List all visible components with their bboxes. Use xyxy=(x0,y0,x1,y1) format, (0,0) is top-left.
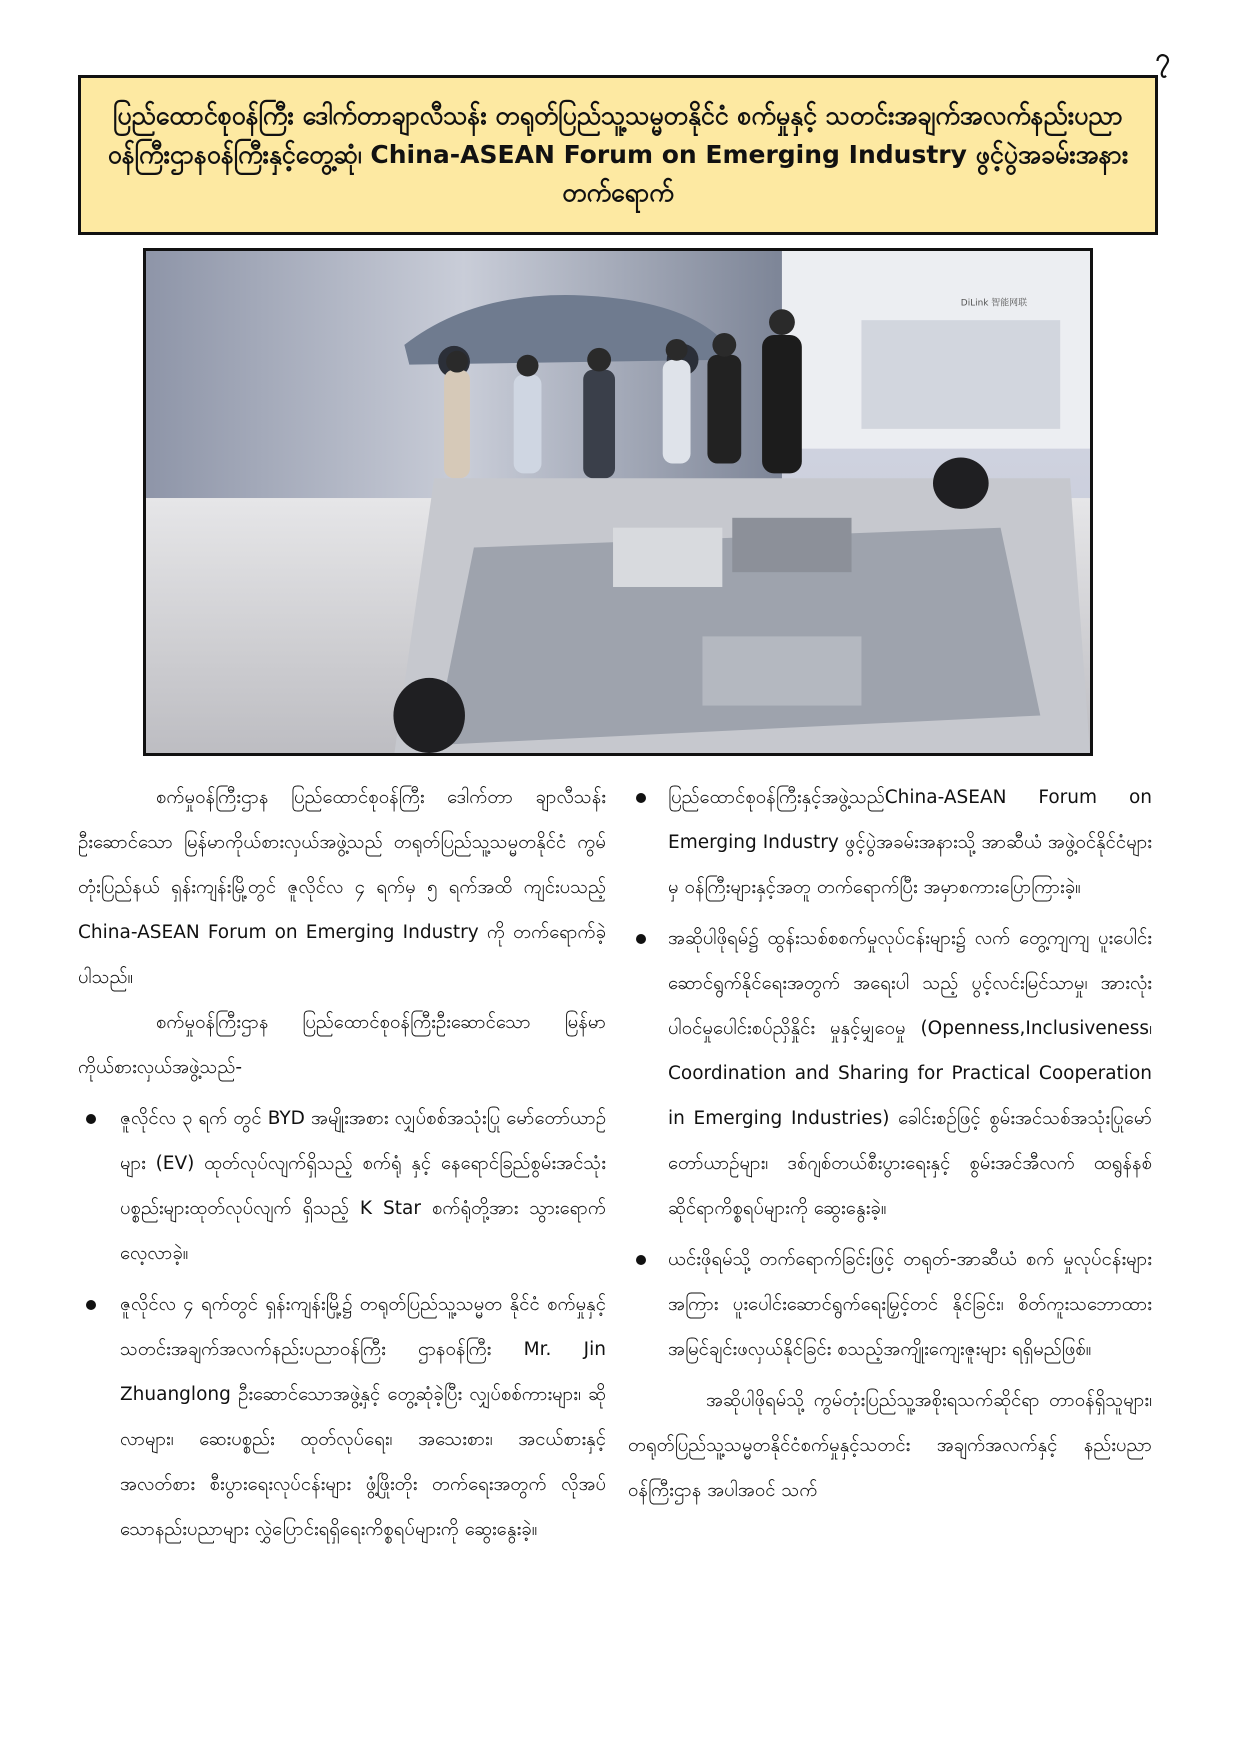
list-item: ယင်းဖိုရမ်သို့ တက်ရောက်ခြင်းဖြင့် တရုတ်-အာဆီယံ စက် မှုလုပ်ငန်းများအကြား ပူးပေါင်းဆောင်ရွက်ရေးမြှင့်တင် နိုင်ခြင်း၊ စိတ်ကူးသဘောထား အမြင်ချင်းဖလှယ်နိုင်ခြင်း စသည့်အကျိုးကျေးဇူးများ ရရှိမည်ဖြစ်။ xyxy=(628,1237,1152,1372)
page-number: ၇ xyxy=(1155,43,1170,73)
bullet-icon xyxy=(86,1300,96,1310)
list-item: ဇူလိုင်လ ၃ ရက် တွင် BYD အမျိုးအစား လျှပ်စစ်အသုံးပြု မော်တော်ယာဉ်များ (EV) ထုတ်လုပ်လျက်ရှိသည့် စက်ရုံ နှင့် နေရောင်ခြည်စွမ်းအင်သုံးပစ္စည်းများထုတ်လုပ်လျက် ရှိသည့် K Star စက်ရုံတို့အား သွားရောက်လေ့လာခဲ့။ xyxy=(78,1096,606,1276)
headline: ပြည်ထောင်စုဝန်ကြီး ဒေါက်တာချာလီသန်း တရုတ်ပြည်သူ့သမ္မတနိုင်ငံ စက်မှုနှင့် သတင်းအချက်အလက်နည်းပညာဝန်ကြီးဌာနဝန်ကြီးနှင့်တွေ့ဆုံ၊ China-ASEAN Forum on Emerging Industry ဖွင့်ပွဲအခမ်းအနား တက်ရောက် xyxy=(107,100,1129,208)
wheel xyxy=(393,678,465,753)
photo-illustration xyxy=(146,251,1090,753)
lead-paragraph: စက်မှုဝန်ကြီးဌာန ပြည်ထောင်စုဝန်ကြီးဦးဆောင်သော မြန်မာကိုယ်စားလှယ်အဖွဲ့သည်- xyxy=(78,1012,606,1078)
bullet-icon xyxy=(86,1114,96,1124)
right-column xyxy=(628,775,1152,1513)
screen-sign: DiLink 智能网联 xyxy=(960,298,1028,309)
bullet-icon xyxy=(636,793,646,803)
list-item: အဆိုပါဖိုရမ်၌ ထွန်းသစ်စစက်မှုလုပ်ငန်းများ၌ လက် တွေ့ကျကျ ပူးပေါင်းဆောင်ရွက်နိုင်ရေးအတွက် အရေးပါ သည့် ပွင့်လင်းမြင်သာမှု၊ အားလုံးပါဝင်မှုပေါင်းစပ်ညှိနှိုင်း မှုနှင့်မျှဝေမှု (Openness,Inclusiveness၊ Coordination and Sharing for Practical Cooperation in Emerging Industries) ခေါင်းစဉ်ဖြင့် စွမ်းအင်သစ်အသုံးပြုမော် တော်ယာဉ်များ၊ ဒစ်ဂျစ်တယ်စီးပွားရေးနှင့် စွမ်းအင်အီလက် ထရွန်နစ်ဆိုင်ရာကိစ္စရပ်များကို ဆွေးနွေးခဲ့။ xyxy=(628,916,1152,1231)
bullet-icon xyxy=(636,934,646,944)
left-column xyxy=(78,775,606,1558)
list-item: ဇူလိုင်လ ၄ ရက်တွင် ရှန်းကျန်းမြို့၌ တရုတ်ပြည်သူ့သမ္မတ နိုင်ငံ စက်မှုနှင့်သတင်းအချက်အလက်နည်းပညာဝန်ကြီး ဌာနဝန်ကြီး Mr. Jin Zhuanglong ဦးဆောင်သောအဖွဲ့နှင့် တွေ့ဆုံခဲ့ပြီး လျှပ်စစ်ကားများ၊ ဆိုလာများ၊ ဆေးပစ္စည်း ထုတ်လုပ်ရေး၊ အသေးစား၊ အငယ်စားနှင့် အလတ်စား စီးပွားရေးလုပ်ငန်းများ ဖွံ့ဖြိုးတိုး တက်ရေးအတွက် လိုအပ် သောနည်းပညာများ လွှဲပြောင်းရရှိရေးကိစ္စရပ်များကို ဆွေးနွေးခဲ့။ xyxy=(78,1282,606,1552)
left-bullet-list xyxy=(78,1096,606,1552)
wheel xyxy=(933,458,989,509)
headline-box xyxy=(78,75,1158,235)
right-bullet-list xyxy=(628,775,1152,1372)
closing-paragraph: အဆိုပါဖိုရမ်သို့ ကွမ်တုံးပြည်သူ့အစိုးရသက်ဆိုင်ရာ တာဝန်ရှိသူများ၊ တရုတ်ပြည်သူ့သမ္မတနိုင်ငံစက်မှုနှင့်သတင်း အချက်အလက်နှင့် နည်းပညာဝန်ကြီးဌာန အပါအဝင် သက် xyxy=(628,1390,1152,1501)
intro-paragraph: စက်မှုဝန်ကြီးဌာန ပြည်ထောင်စုဝန်ကြီး ဒေါက်တာ ချာလီသန်း ဦးဆောင်သော မြန်မာကိုယ်စားလှယ်အဖွဲ့သည် တရုတ်ပြည်သူ့သမ္မတနိုင်ငံ ကွမ်တုံးပြည်နယ် ရှန်းကျန်းမြို့တွင် ဇူလိုင်လ ၄ ရက်မှ ၅ ရက်အထိ ကျင်းပသည့် China-ASEAN Forum on Emerging Industry ကို တက်ရောက်ခဲ့ပါသည်။ xyxy=(78,787,606,988)
list-item: ပြည်ထောင်စုဝန်ကြီးနှင့်အဖွဲ့သည်China-ASEAN Forum on Emerging Industry ဖွင့်ပွဲအခမ်းအနားသို့ အာဆီယံ အဖွဲ့ဝင်နိုင်ငံများမှ ဝန်ကြီးများနှင့်အတူ တက်ရောက်ပြီး အမှာစကားပြောကြားခဲ့။ xyxy=(628,775,1152,910)
news-photo xyxy=(143,248,1093,756)
bullet-icon xyxy=(636,1255,646,1265)
